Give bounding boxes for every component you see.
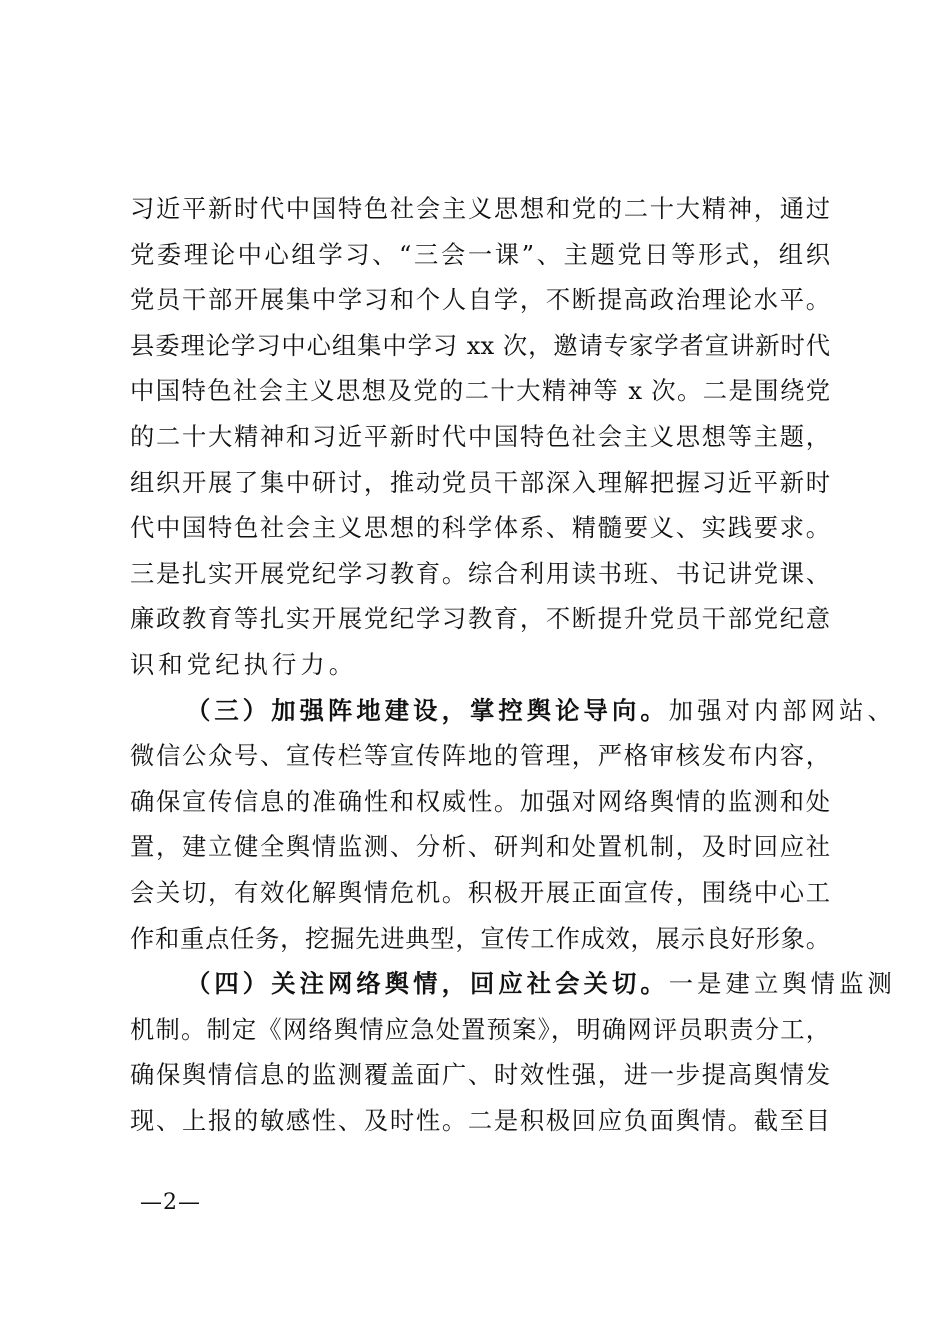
section-4-heading: （四）关注网络舆情，回应社会关切。 [186, 969, 669, 999]
text-line: 组织开展了集中研讨，推动党员干部深入理解把握习近平新时 [130, 467, 830, 497]
text-line: 确保舆情信息的监测覆盖面广、时效性强，进一步提高舆情发 [130, 1060, 830, 1090]
text-line: 党委理论中心组学习、“三会一课”、主题党日等形式，组织 [130, 239, 830, 269]
text-line: 党员干部开展集中学习和个人自学，不断提高政治理论水平。 [130, 285, 830, 315]
section-4-first-line-text: 一是建立舆情监测 [668, 969, 896, 999]
text-line: 微信公众号、宣传栏等宣传阵地的管理，严格审核发布内容， [130, 741, 830, 771]
text-line: 代中国特色社会主义思想的科学体系、精髓要义、实践要求。 [130, 513, 830, 543]
document-body [130, 186, 896, 1143]
text-line: 的二十大精神和习近平新时代中国特色社会主义思想等主题， [130, 421, 830, 451]
text-line: 中国特色社会主义思想及党的二十大精神等 x 次。二是围绕党 [130, 376, 830, 406]
section-3-first-line [130, 688, 896, 734]
text-line: 确保宣传信息的准确性和权威性。加强对网络舆情的监测和处 [130, 786, 830, 816]
text-line: 作和重点任务，挖掘先进典型，宣传工作成效，展示良好形象。 [130, 923, 830, 953]
text-line: 机制。制定《网络舆情应急处置预案》，明确网评员职责分工， [130, 1014, 830, 1044]
page-number: —2— [140, 1190, 201, 1215]
text-line: 识和党纪执行力。 [130, 649, 358, 679]
text-line: 廉政教育等扎实开展党纪学习教育，不断提升党员干部党纪意 [130, 604, 830, 634]
text-line: 县委理论学习中心组集中学习 xx 次，邀请专家学者宣讲新时代 [130, 330, 830, 360]
section-3-heading: （三）加强阵地建设，掌控舆论导向。 [186, 695, 669, 725]
section-4-first-line [130, 961, 896, 1007]
text-line: 置，建立健全舆情监测、分析、研判和处置机制，及时回应社 [130, 832, 830, 862]
text-line: 现、上报的敏感性、及时性。二是积极回应负面舆情。截至目 [130, 1105, 830, 1135]
text-line: 会关切，有效化解舆情危机。积极开展正面宣传，围绕中心工 [130, 877, 830, 907]
text-line: 习近平新时代中国特色社会主义思想和党的二十大精神，通过 [130, 194, 830, 223]
section-3-first-line-text: 加强对内部网站、 [668, 695, 896, 725]
text-line: 三是扎实开展党纪学习教育。综合利用读书班、书记讲党课、 [130, 558, 830, 588]
